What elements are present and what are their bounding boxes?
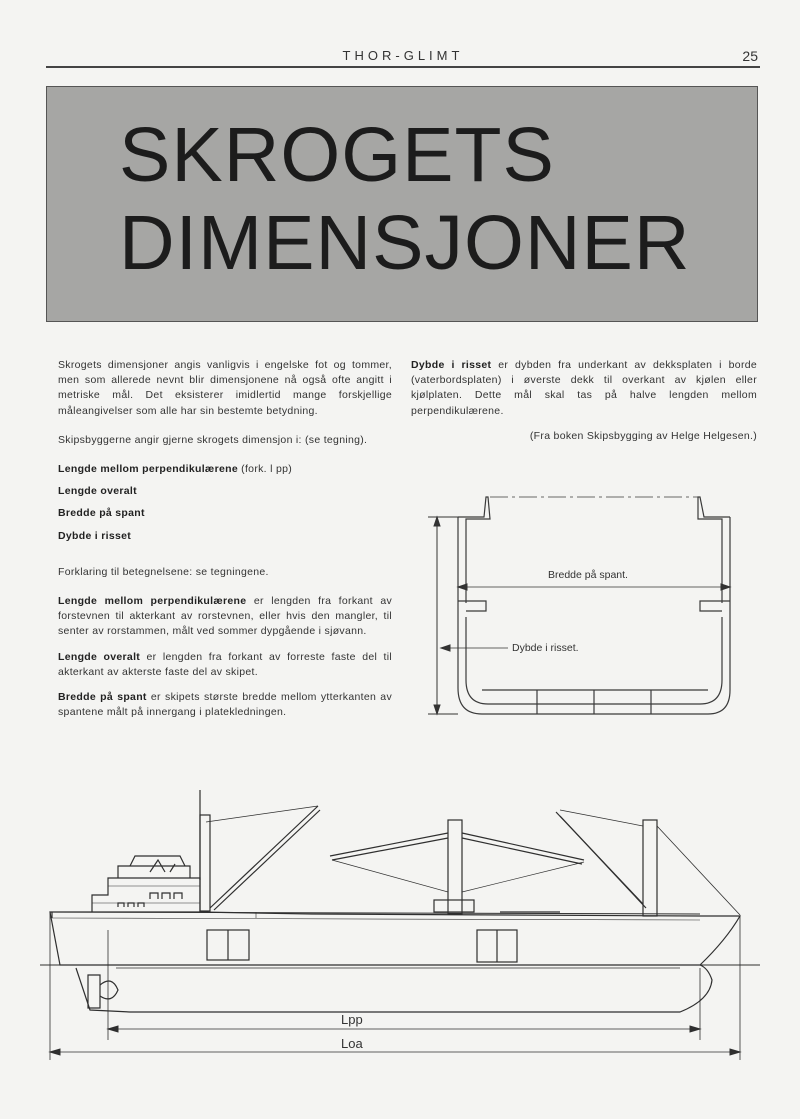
source-citation: (Fra boken Skipsbygging av Helge Helgesen.) [529, 429, 757, 442]
definition-lpp: Lengde mellom perpendikulærene er lengden fra forkant av forstevnen til akterkant av rorstevnen, eller hvis den mangler, til senter av rorstammen, målt ved sommer dypgående i sjøvann. [58, 595, 393, 638]
running-head [46, 48, 760, 68]
loa-label: Loa [341, 1036, 363, 1051]
term-lpp: Lengde mellom perpendikulærene (fork. l pp) [58, 463, 293, 476]
left-column [58, 358, 392, 720]
journal-title: THOR-GLIMT [342, 48, 464, 63]
right-column [411, 358, 757, 444]
explanation-lead: Forklaring til betegnelsene: se tegningene. [58, 565, 269, 578]
term-depth: Dybde i risset [58, 529, 132, 542]
lead-paragraph: Skipsbyggerne angir gjerne skrogets dimensjon i: (se tegning). [58, 433, 368, 446]
title-banner [46, 86, 758, 322]
depth-label: Dybde i risset. [512, 642, 579, 654]
definition-loa: Lengde overalt er lengden fra forkant av forreste faste del til akterkant av akterste faste del av skipet. [58, 650, 393, 678]
term-list [58, 462, 392, 544]
intro-paragraph: Skrogets dimensjoner angis vanligvis i engelske fot og tommer, men som allerede nevnt blir dimensjonene nå også ofte angitt i metriske mål. Det eksisterer imidlertid mange forskjellige måleangivelser som alle har sin bestemte betydning. [58, 359, 392, 417]
definition-depth: Dybde i risset er dybden fra underkant av dekksplaten i borde (vaterbordsplaten) i øverste dekk til overkant av kjølen eller kjølplaten. Dette mål skal tas på halve lengden mellom perpendikulærene. [411, 359, 758, 417]
term-beam: Bredde på spant [58, 507, 145, 520]
header-rule [46, 66, 760, 68]
beam-label: Bredde på spant. [548, 569, 628, 581]
title-line-1: SKROGETS [119, 112, 555, 198]
lpp-label: Lpp [341, 1012, 363, 1027]
page-number: 25 [742, 48, 758, 64]
title-line-2: DIMENSJONER [119, 200, 691, 286]
definition-beam: Bredde på spant er skipets største bredde mellom ytterkanten av spantene målt på innergang i platekledningen. [58, 691, 392, 719]
term-loa: Lengde overalt [58, 485, 137, 498]
